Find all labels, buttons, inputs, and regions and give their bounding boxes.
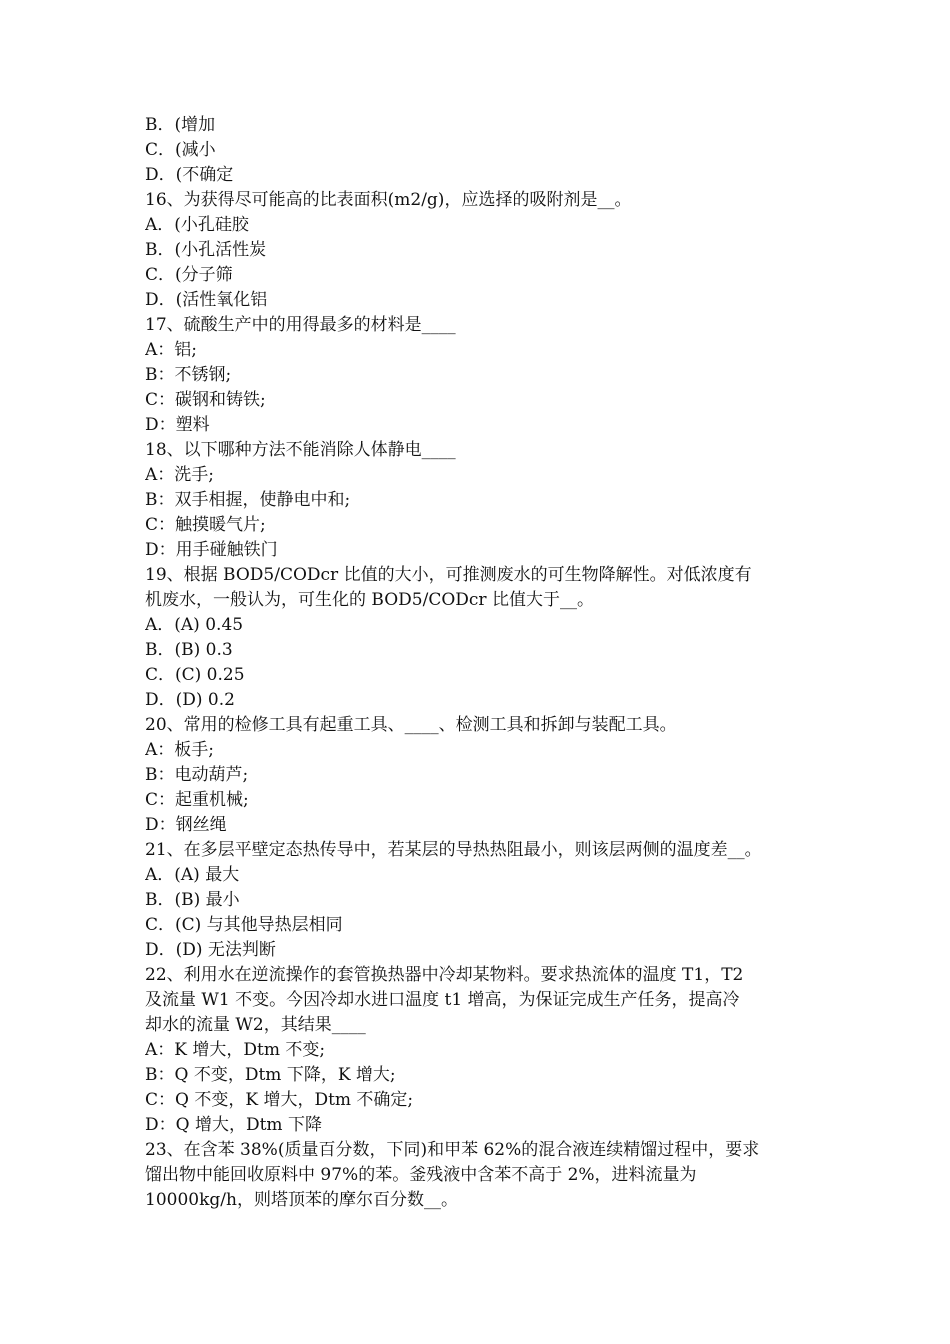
q18-option-a: A：洗手;: [145, 465, 215, 485]
q22-option-c: C：Q 不变，K 增大，Dtm 不确定;: [145, 1090, 414, 1110]
question-20: 20、常用的检修工具有起重工具、____、检测工具和拆卸与装配工具。: [145, 715, 677, 735]
question-21: 21、在多层平壁定态热传导中，若某层的导热热阻最小，则该层两侧的温度差__。: [145, 840, 762, 860]
question-22-line-2: 及流量 W1 不变。今因冷却水进口温度 t1 增高，为保证完成生产任务，提高冷: [145, 990, 740, 1010]
q19-option-a: A．(A) 0.45: [145, 615, 244, 635]
q16-option-c: C．(分子筛: [145, 265, 233, 285]
question-23-line-1: 23、在含苯 38%(质量百分数，下同)和甲苯 62%的混合液连续精馏过程中，要求: [145, 1140, 760, 1160]
q21-option-b: B．(B) 最小: [145, 890, 240, 910]
q18-option-d: D：用手碰触铁门: [145, 540, 278, 560]
q19-option-c: C．(C) 0.25: [145, 665, 245, 685]
question-22-line-3: 却水的流量 W2，其结果____: [145, 1015, 366, 1035]
q18-option-b: B：双手相握，使静电中和;: [145, 490, 351, 510]
q17-option-b: B：不锈钢;: [145, 365, 232, 385]
q17-option-a: A：铝;: [145, 340, 198, 360]
q16-option-a: A．(小孔硅胶: [145, 215, 249, 235]
option-c-line: C．(减小: [145, 140, 216, 160]
option-d-line: D．(不确定: [145, 165, 234, 185]
document-page: [145, 113, 807, 1213]
question-19-line-1: 19、根据 BOD5/CODcr 比值的大小，可推测废水的可生物降解性。对低浓度有: [145, 565, 752, 585]
q20-option-a: A：板手;: [145, 740, 215, 760]
q22-option-a: A：K 增大，Dtm 不变;: [145, 1040, 326, 1060]
q22-option-b: B：Q 不变，Dtm 下降，K 增大;: [145, 1065, 396, 1085]
q21-option-d: D．(D) 无法判断: [145, 940, 276, 960]
question-23-line-3: 10000kg/h，则塔顶苯的摩尔百分数__。: [145, 1190, 458, 1210]
q19-option-b: B．(B) 0.3: [145, 640, 233, 660]
q18-option-c: C：触摸暖气片;: [145, 515, 266, 535]
q22-option-d: D：Q 增大，Dtm 下降: [145, 1115, 322, 1135]
question-17: 17、硫酸生产中的用得最多的材料是____: [145, 315, 456, 335]
question-19-line-2: 机废水，一般认为，可生化的 BOD5/CODcr 比值大于__。: [145, 590, 594, 610]
q16-option-d: D．(活性氧化铝: [145, 290, 268, 310]
q16-option-b: B．(小孔活性炭: [145, 240, 267, 260]
question-22-line-1: 22、利用水在逆流操作的套管换热器中冷却某物料。要求热流体的温度 T1，T2: [145, 965, 744, 985]
q17-option-c: C：碳钢和铸铁;: [145, 390, 266, 410]
q20-option-d: D：钢丝绳: [145, 815, 227, 835]
q20-option-c: C：起重机械;: [145, 790, 249, 810]
q17-option-d: D：塑料: [145, 415, 210, 435]
q21-option-c: C．(C) 与其他导热层相同: [145, 915, 343, 935]
question-23-line-2: 馏出物中能回收原料中 97%的苯。釜残液中含苯不高于 2%，进料流量为: [145, 1165, 697, 1185]
question-18: 18、以下哪种方法不能消除人体静电____: [145, 440, 456, 460]
question-16: 16、为获得尽可能高的比表面积(m2/g)，应选择的吸附剂是__。: [145, 190, 632, 210]
q21-option-a: A．(A) 最大: [145, 865, 240, 885]
q20-option-b: B：电动葫芦;: [145, 765, 249, 785]
q19-option-d: D．(D) 0.2: [145, 690, 235, 710]
option-b-line: B．(增加: [145, 115, 216, 135]
